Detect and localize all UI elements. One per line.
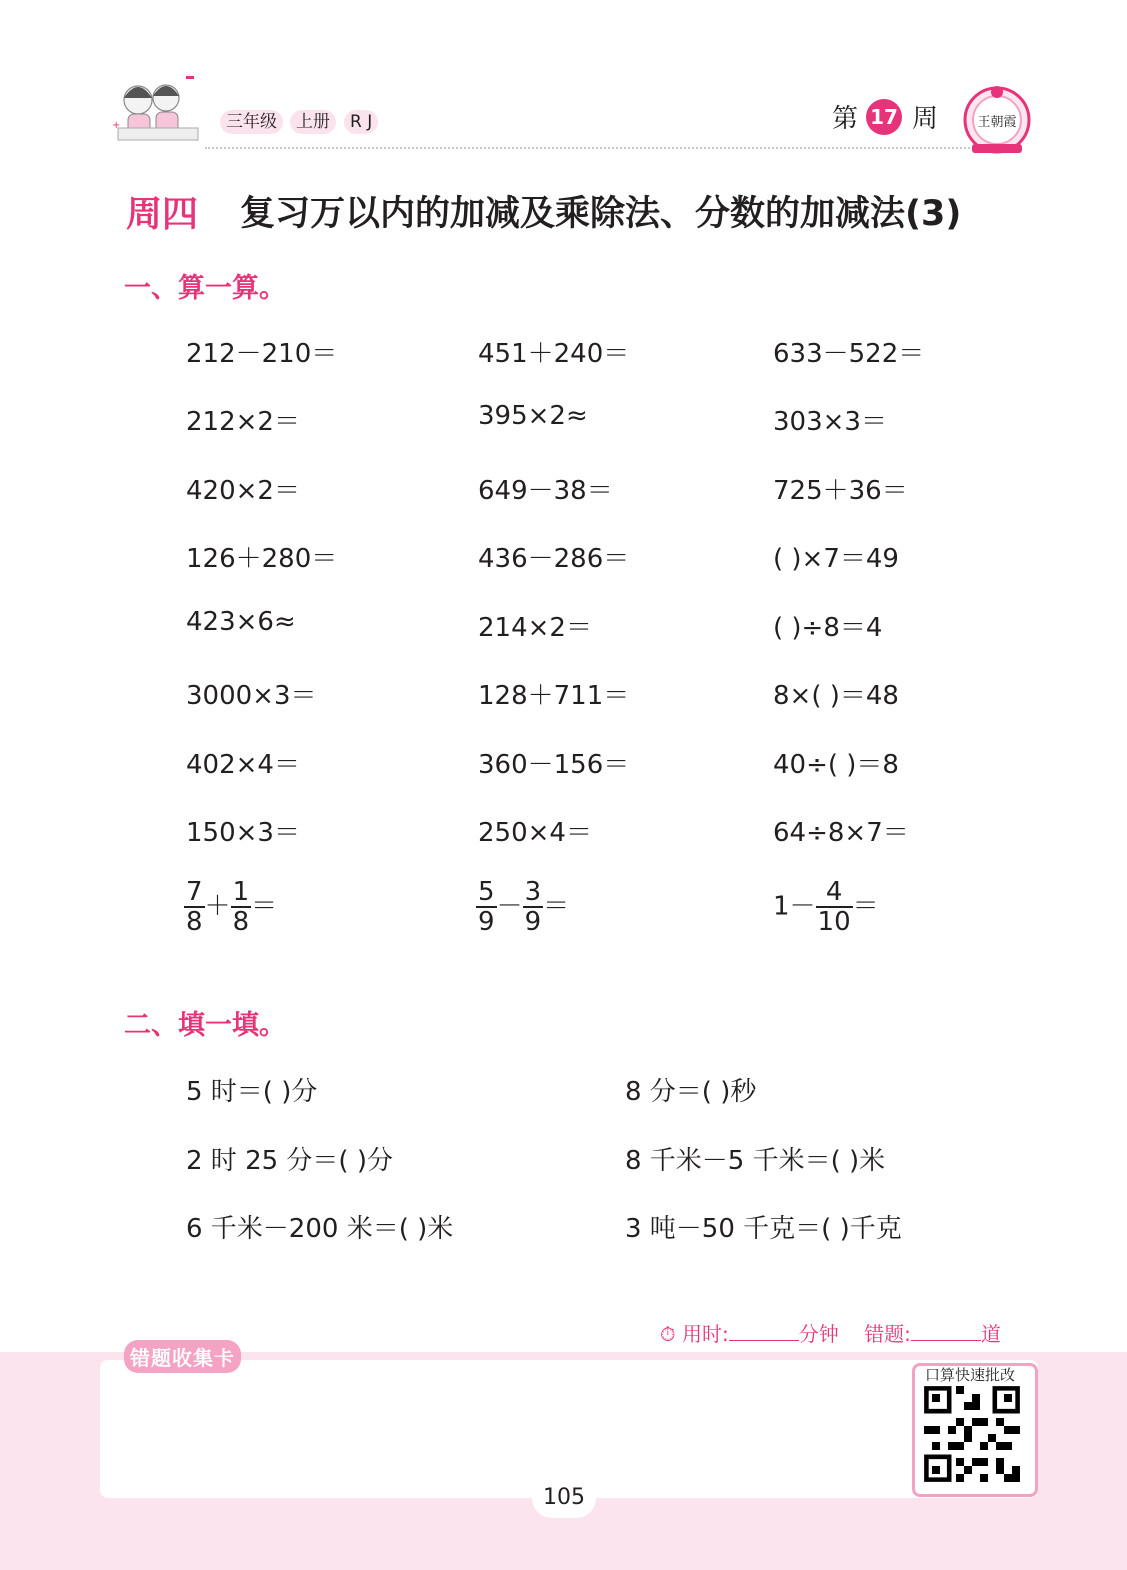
mistake-card-label: 错题收集卡 [124, 1340, 241, 1373]
problem: 633－522＝ [773, 339, 925, 369]
svg-text:+: + [112, 120, 121, 131]
page-title: 复习万以内的加减及乘除法、分数的加减法(3) [240, 194, 962, 234]
problem: 360－156＝ [478, 750, 630, 780]
problem: 395×2≈ [478, 401, 588, 431]
fill-problem: 2 时 25 分＝( )分 [186, 1146, 393, 1176]
section2-heading: 二、填一填。 [124, 1010, 286, 1041]
problem: 3000×3＝ [186, 681, 317, 711]
fraction-problem: $\frac{7}{8}$ ＋ $\frac{1}{8}$ ＝ [186, 877, 278, 937]
fraction: $\frac{7}{8}$ [186, 877, 203, 937]
problem: 150×3＝ [186, 818, 300, 848]
fill-problem: 3 吨－50 千克＝( )千克 [625, 1214, 902, 1244]
grade-tag: 三年级 [220, 110, 283, 134]
error-label: 错题: [864, 1322, 911, 1346]
week-number-badge: 17 [866, 99, 902, 135]
fill-problem: 8 千米－5 千米＝( )米 [625, 1146, 886, 1176]
fill-problem: 8 分＝( )秒 [625, 1077, 757, 1107]
day-label: 周四 [126, 194, 199, 235]
problem: 423×6≈ [186, 607, 296, 637]
problem: ( )÷8＝4 [773, 613, 883, 643]
page-number: 105 [532, 1478, 596, 1518]
problem: 649－38＝ [478, 476, 613, 506]
header-divider [205, 147, 1005, 149]
problem: 214×2＝ [478, 613, 592, 643]
problem: 8×( )＝48 [773, 681, 899, 711]
fraction: $\frac{3}{9}$ [524, 877, 542, 937]
stopwatch-icon: ⏱ [660, 1322, 676, 1346]
brand-seal-logo [962, 82, 1032, 156]
fill-problem: 6 千米－200 米＝( )米 [186, 1214, 454, 1244]
problem: 212－210＝ [186, 339, 338, 369]
problem: 436－286＝ [478, 544, 630, 574]
problem: 250×4＝ [478, 818, 592, 848]
fraction: $\frac{4}{10}$ [817, 877, 851, 937]
edition-tag: R J [344, 110, 378, 134]
fill-problem: 5 时＝( )分 [186, 1077, 318, 1107]
time-label: 用时: [681, 1322, 729, 1346]
problem: 212×2＝ [186, 407, 300, 437]
time-tracker [660, 1318, 1001, 1347]
problem: 64÷8×7＝ [773, 818, 909, 848]
problem: 128＋711＝ [478, 681, 630, 711]
error-unit: 道 [980, 1322, 1001, 1346]
time-blank [729, 1340, 799, 1341]
qr-code-icon[interactable] [924, 1386, 1020, 1482]
fraction: $\frac{5}{9}$ [478, 877, 495, 937]
problem: 303×3＝ [773, 407, 887, 437]
problem: 725＋36＝ [773, 476, 908, 506]
week-suffix: 周 [912, 104, 939, 134]
problem: 126＋280＝ [186, 544, 338, 574]
error-blank [911, 1340, 981, 1341]
problem: ( )×7＝49 [773, 544, 899, 574]
problem: 420×2＝ [186, 476, 300, 506]
problem: 451＋240＝ [478, 339, 630, 369]
seal-text: 王朝霞 [977, 115, 1017, 130]
volume-tag: 上册 [290, 110, 336, 134]
qr-label: 口算快速批改 [925, 1366, 1016, 1384]
section1-heading: 一、算一算。 [124, 273, 286, 304]
week-prefix: 第 [832, 104, 859, 134]
fraction: $\frac{1}{8}$ [232, 877, 250, 937]
cartoon-kids-illustration [108, 72, 206, 154]
fraction-problem: $\frac{5}{9}$ － $\frac{3}{9}$ ＝ [478, 877, 570, 937]
problem: 402×4＝ [186, 750, 300, 780]
problem: 40÷( )＝8 [773, 750, 899, 780]
fraction-problem: 1－ $\frac{4}{10}$ ＝ [773, 877, 879, 937]
time-unit: 分钟 [798, 1322, 839, 1346]
